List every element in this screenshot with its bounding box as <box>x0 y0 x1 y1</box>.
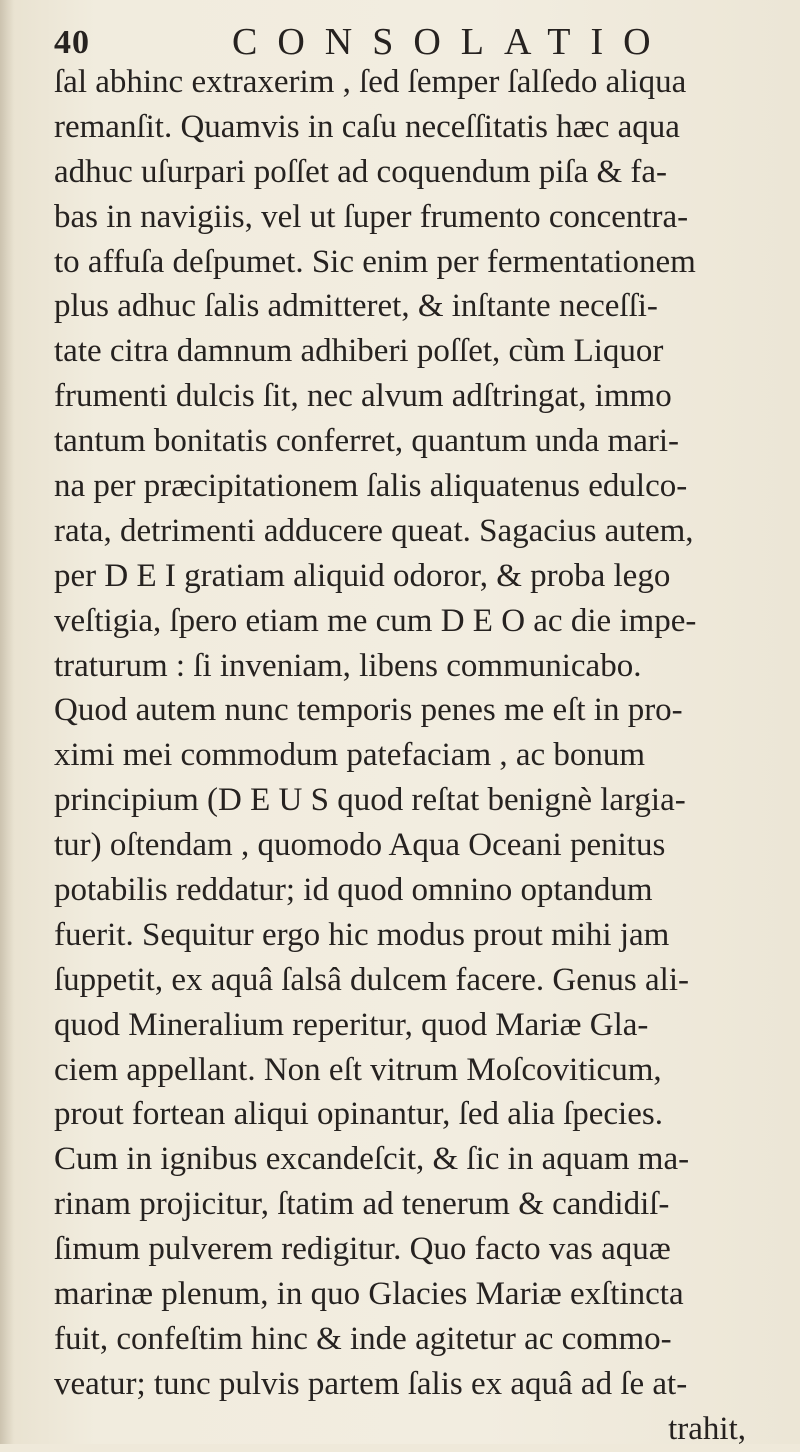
text-line: ximi mei commodum patefaciam , ac bonum <box>54 737 646 774</box>
text-line: veatur; tunc pulvis partem ſalis ex aquâ ad ſe at- <box>54 1365 688 1402</box>
text-line: rata, detrimenti adducere queat. Sagacius autem, <box>54 512 694 549</box>
text-line: tur) oſtendam , quomodo Aqua Oceani penitus <box>54 827 666 864</box>
text-line: per D E I gratiam aliquid odoror, & proba lego <box>54 557 671 594</box>
text-line: adhuc uſurpari poſſet ad coquendum piſa & fa- <box>54 153 668 190</box>
text-line: quod Mineralium reperitur, quod Mariæ Gla- <box>54 1006 649 1043</box>
page-gutter-shadow <box>0 0 14 1444</box>
running-head: CONSOLATIO <box>232 21 671 63</box>
text-line: rinam projicitur, ſtatim ad tenerum & candidiſ- <box>54 1186 670 1223</box>
text-line: principium (D E U S quod reſtat benignè largia- <box>54 782 686 819</box>
text-line: prout fortean aliqui opinantur, ſed alia ſpecies. <box>54 1096 663 1133</box>
text-line: plus adhuc ſalis admitteret, & inſtante neceſſi- <box>54 288 658 325</box>
text-line: tantum bonitatis conferret, quantum unda mari- <box>54 423 679 460</box>
text-line: remanſit. Quamvis in caſu neceſſitatis hæc aqua <box>54 108 680 145</box>
text-line: tate citra damnum adhiberi poſſet, cùm Liquor <box>54 333 664 370</box>
text-line: bas in navigiis, vel ut ſuper frumento concentra- <box>54 198 689 235</box>
text-line: potabilis reddatur; id quod omnino optandum <box>54 872 653 909</box>
page-number: 40 <box>54 24 90 61</box>
text-line: to affuſa deſpumet. Sic enim per fermentationem <box>54 243 696 280</box>
text-line: Quod autem nunc temporis penes me eſt in pro- <box>54 692 683 729</box>
text-line: Cum in ignibus excandeſcit, & ſic in aquam ma- <box>54 1141 690 1178</box>
body-text <box>54 60 774 1452</box>
text-line: ſimum pulverem redigitur. Quo facto vas aquæ <box>54 1231 671 1268</box>
text-line: marinæ plenum, in quo Glacies Mariæ exſtincta <box>54 1276 684 1313</box>
text-line: ſal abhinc extraxerim , ſed ſemper ſalſedo aliqua <box>54 64 687 100</box>
text-line: ciem appellant. Non eſt vitrum Moſcoviticum, <box>54 1051 662 1088</box>
text-line: na per præcipitationem ſalis aliquatenus edulco- <box>54 468 688 505</box>
text-line-catchword: trahit, <box>668 1410 746 1447</box>
page-header <box>54 20 754 64</box>
text-line: ſuppetit, ex aquâ ſalsâ dulcem facere. Genus ali- <box>54 961 689 998</box>
text-line: frumenti dulcis ſit, nec alvum adſtringat, immo <box>54 378 672 415</box>
text-line: fuit, confeſtim hinc & inde agitetur ac commo- <box>54 1320 672 1357</box>
text-line: fuerit. Sequitur ergo hic modus prout mihi jam <box>54 916 670 953</box>
text-line: veſtigia, ſpero etiam me cum D E O ac die impe- <box>54 602 697 639</box>
text-line: traturum : ſi inveniam, libens communicabo. <box>54 647 642 684</box>
